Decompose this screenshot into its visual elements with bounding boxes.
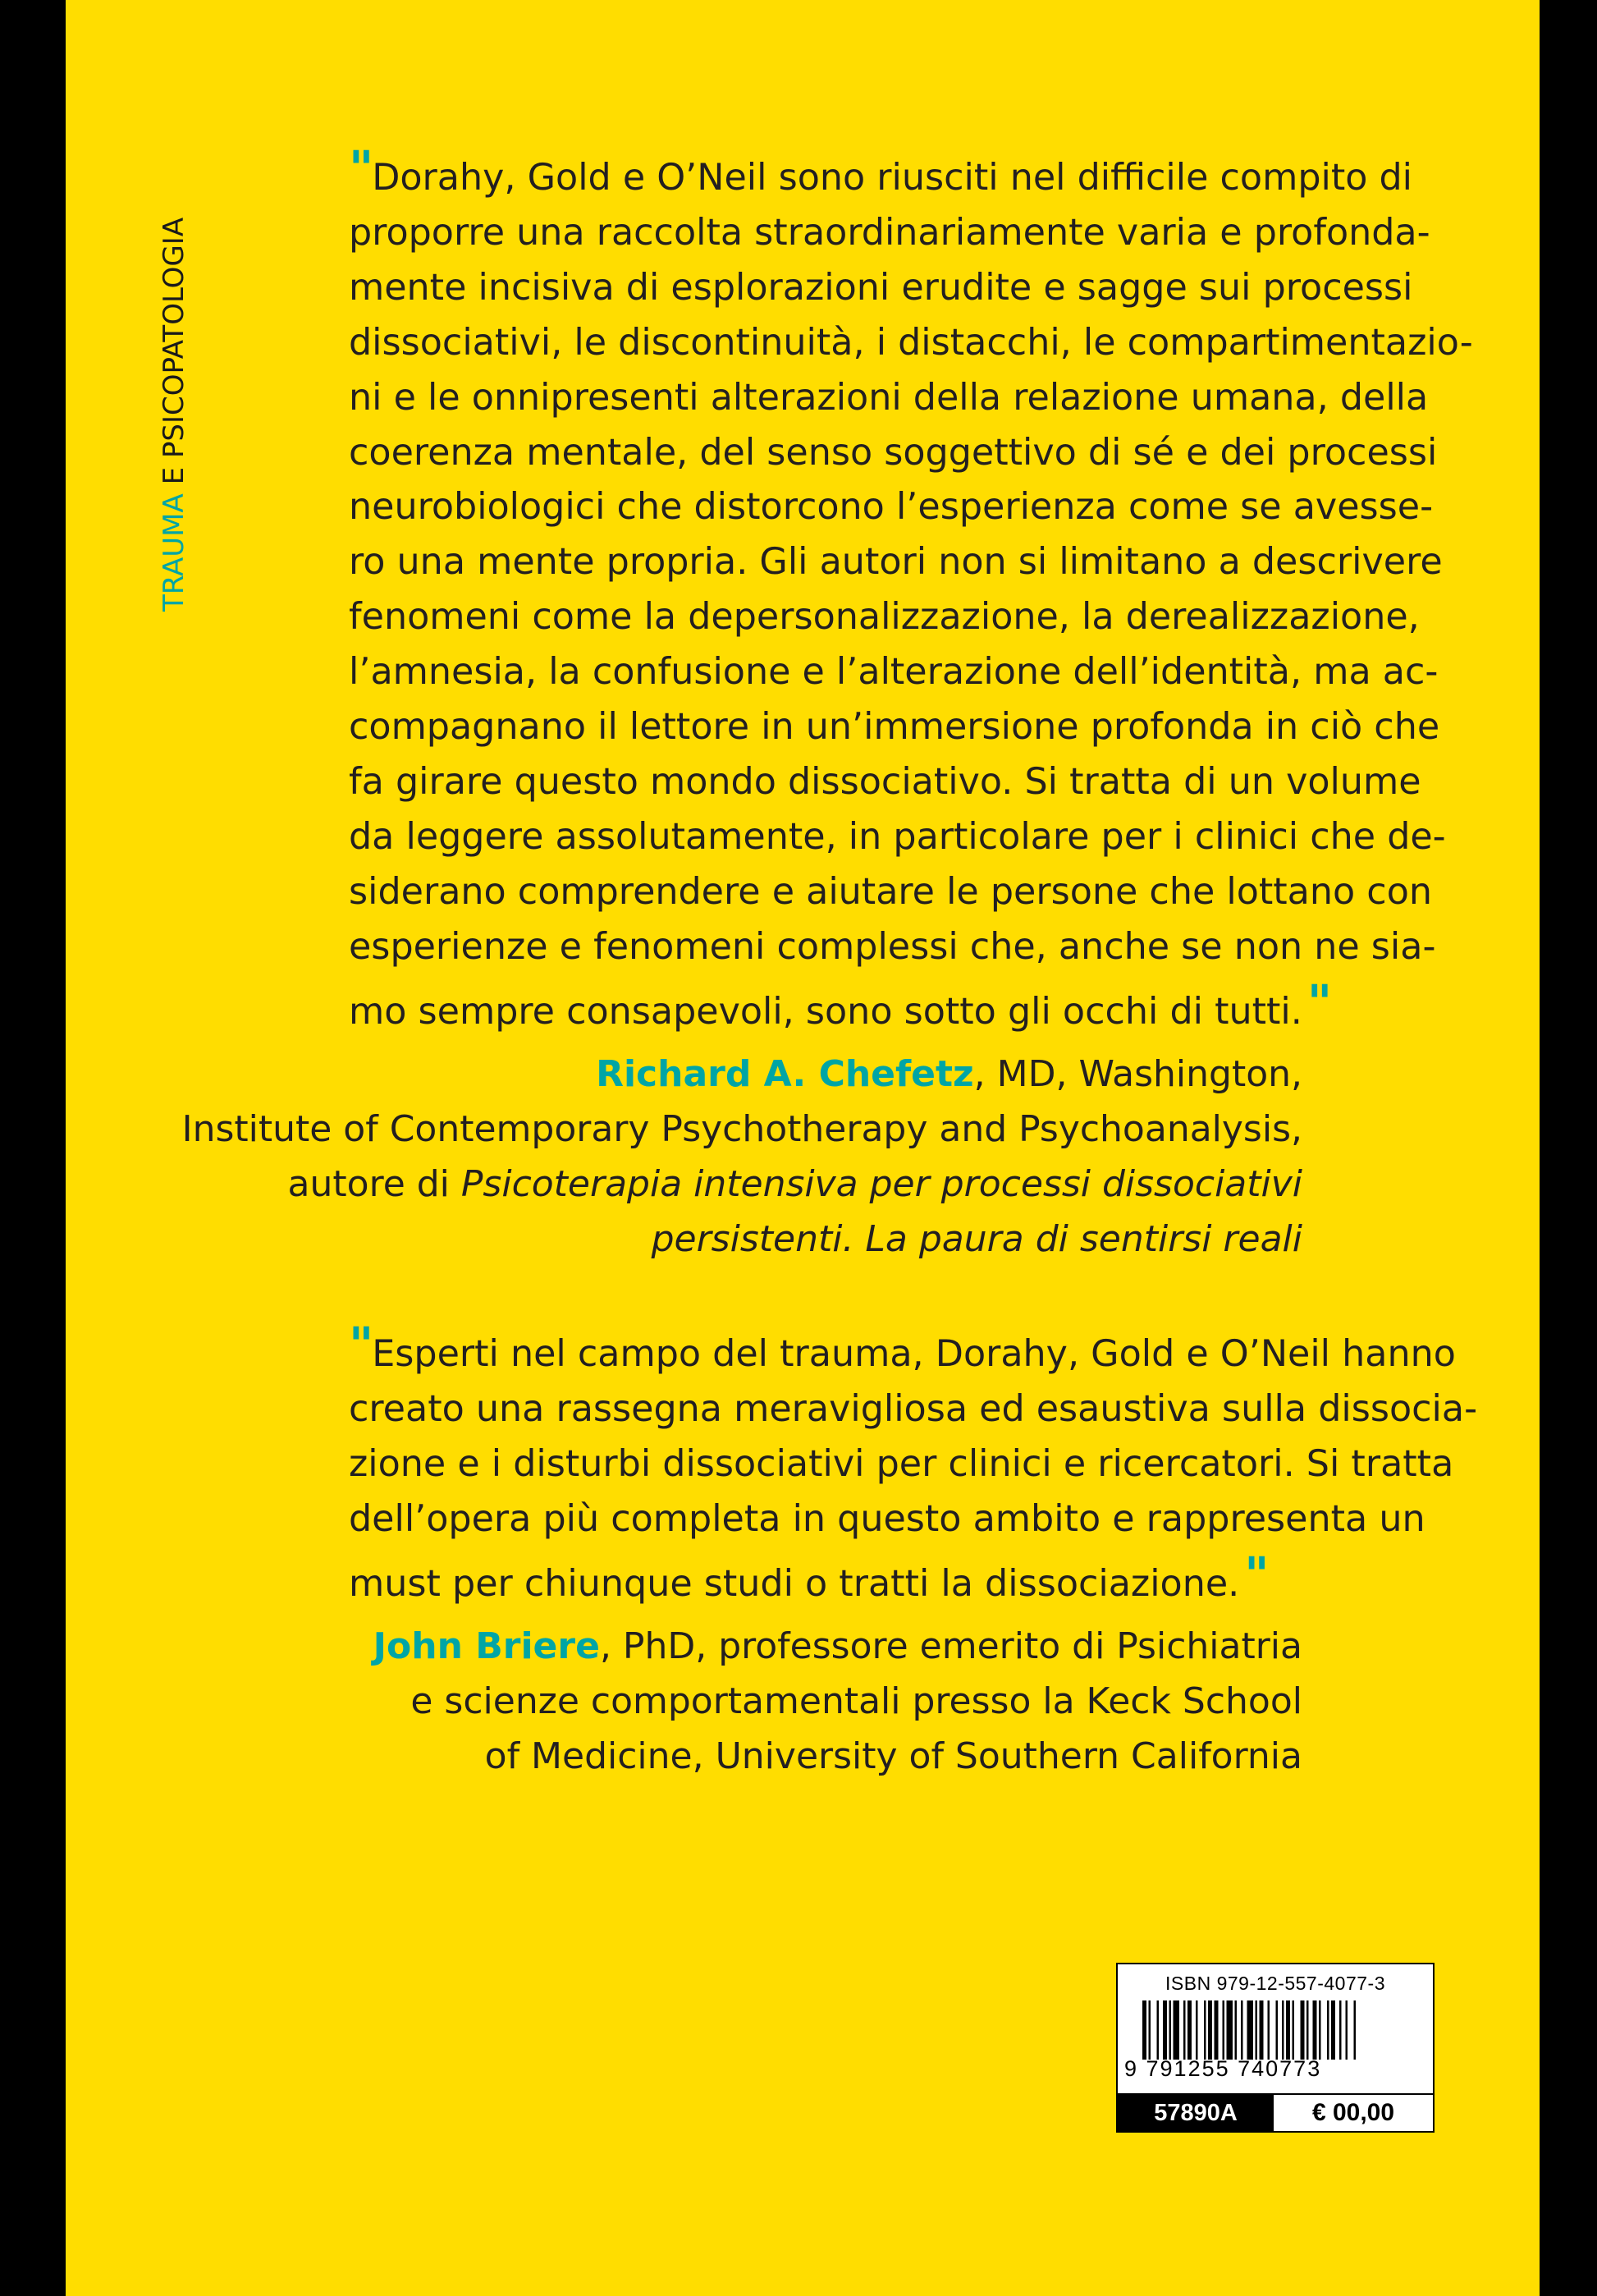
quote-line: l’amnesia, la confusione e l’alterazione dell’identità, ma ac- — [349, 651, 1439, 694]
quote-line: siderano comprendere e aiutare le persone che lottano con — [349, 870, 1432, 913]
series-label-accent: TRAUMA — [158, 493, 190, 612]
quote-chefetz — [349, 140, 1473, 1040]
quote-line: esperienze e fenomeni complessi che, anche se non ne sia- — [349, 925, 1436, 968]
quote-line: dissociativi, le discontinuità, i distacchi, le compartimentazio- — [349, 321, 1473, 364]
attribution-chefetz — [182, 1047, 1302, 1267]
attribution-line: of Medicine, University of Southern California — [484, 1735, 1302, 1777]
quote-line: dell’opera più completa in questo ambito e rappresenta un — [349, 1497, 1425, 1540]
attribution-line: e scienze comportamentali presso la Keck School — [410, 1680, 1302, 1722]
quote-line: zione e i disturbi dissociativi per clinici e ricercatori. Si tratta — [349, 1442, 1454, 1485]
barcode-box — [1116, 1963, 1435, 2133]
quote-briere — [349, 1317, 1478, 1612]
close-quote-icon: " — [1306, 974, 1328, 1030]
quote-line: fenomeni come la depersonalizzazione, la derealizzazione, — [349, 596, 1420, 639]
close-quote-icon: " — [1244, 1546, 1265, 1602]
quote-line: da leggere assolutamente, in particolare per i clinici che de- — [349, 815, 1446, 858]
attribution-line — [182, 1212, 1302, 1267]
quote-line: proporre una raccolta straordinariamente varia e profonda- — [349, 211, 1430, 254]
author-name: John Briere — [373, 1625, 600, 1667]
open-quote-icon: " — [349, 140, 369, 196]
back-cover — [66, 0, 1540, 2296]
series-label-rest: E PSICOPATOLOGIA — [158, 217, 190, 494]
attribution-line: autore di Psicoterapia intensiva per processi dissociativi — [287, 1163, 1302, 1205]
series-label — [158, 218, 190, 612]
quote-line: compagnano il lettore in un’immersione profonda in ciò che — [349, 706, 1440, 749]
quote-line: fa girare questo mondo dissociativo. Si tratta di un volume — [349, 760, 1421, 803]
quote-line: mente incisiva di esplorazioni erudite e sagge sui processi — [349, 266, 1413, 309]
quote-line: mo sempre consapevoli, sono sotto gli occhi di tutti. " — [349, 974, 1328, 1033]
quote-line: coerenza mentale, del senso soggettivo di sé e dei processi — [349, 431, 1438, 474]
barcode-icon — [1142, 2000, 1413, 2060]
quote-line: ro una mente propria. Gli autori non si limitano a descrivere — [349, 541, 1443, 584]
isbn-label: ISBN 979-12-557-4077-3 — [1165, 1973, 1385, 1994]
attribution-line: Richard A. Chefetz, MD, Washington, — [596, 1053, 1302, 1095]
author-name: Richard A. Chefetz — [596, 1053, 974, 1095]
quote-line: creato una rassegna meravigliosa ed esaustiva sulla dissocia- — [349, 1387, 1478, 1430]
quote-line: "Esperti nel campo del trauma, Dorahy, Gold e O’Neil hanno — [349, 1317, 1456, 1375]
price-row — [1118, 2093, 1433, 2131]
attribution-line: John Briere, PhD, professore emerito di Psichiatria — [373, 1625, 1302, 1667]
book-title: persistenti. La paura di sentirsi reali — [651, 1218, 1302, 1260]
quote-line: ni e le onnipresenti alterazioni della relazione umana, della — [349, 376, 1429, 419]
open-quote-icon: " — [349, 1317, 369, 1373]
product-code: 57890A — [1118, 2095, 1274, 2131]
quote-line: neurobiologici che distorcono l’esperienza come se avesse- — [349, 486, 1434, 529]
barcode-digits: 9 791255 740773 — [1124, 2056, 1322, 2081]
book-title: Psicoterapia intensiva per processi dissociativi — [460, 1163, 1302, 1205]
quote-line: must per chiunque studi o tratti la dissociazione. " — [349, 1546, 1265, 1605]
quote-line: "Dorahy, Gold e O’Neil sono riusciti nel difficile compito di — [349, 140, 1413, 199]
attribution-briere — [373, 1619, 1302, 1784]
attribution-line: Institute of Contemporary Psychotherapy and Psychoanalysis, — [181, 1108, 1302, 1150]
price: € 00,00 — [1274, 2095, 1433, 2131]
